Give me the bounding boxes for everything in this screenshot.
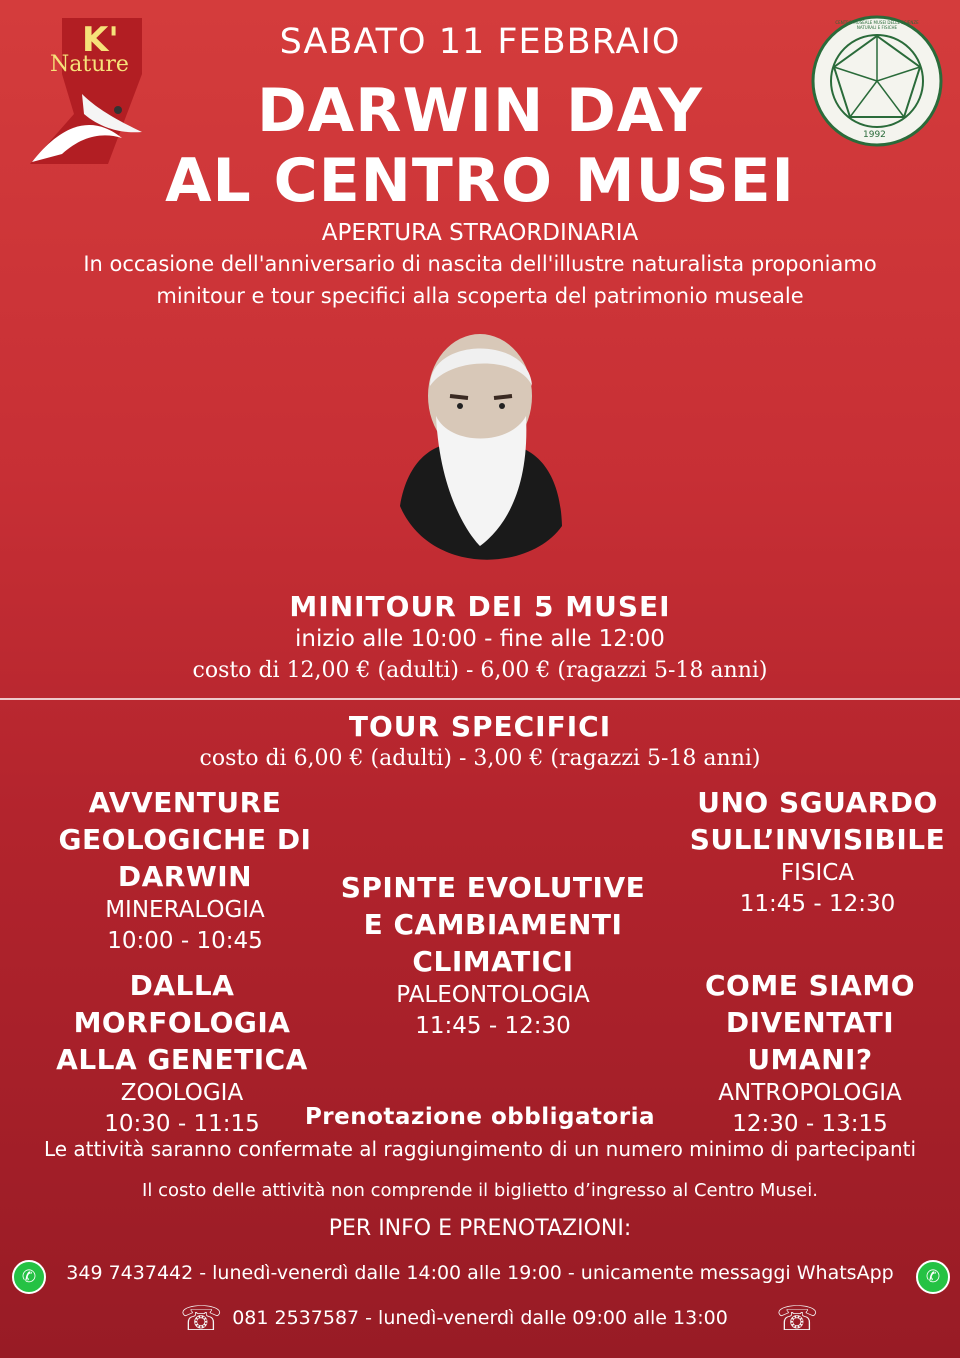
minitour-time: inizio alle 10:00 - fine alle 12:00 xyxy=(295,626,665,652)
tour-antropologia-title-1: COME SIAMO xyxy=(704,969,915,1002)
minitour-cost: costo di 12,00 € (adulti) - 6,00 € (ragazzi 5-18 anni) xyxy=(192,658,768,683)
tour-geologia xyxy=(5,784,365,957)
tour-geologia-time: 10:00 - 10:45 xyxy=(107,928,263,954)
seal-year: 1992 xyxy=(863,130,886,140)
k-nature-k: K' xyxy=(82,20,119,60)
tour-geologia-subject: MINERALOGIA xyxy=(105,897,265,923)
whatsapp-contact: 349 7437442 - lunedì-venerdì dalle 14:00 alle 19:00 - unicamente messaggi WhatsApp xyxy=(66,1262,894,1284)
tour-fisica xyxy=(680,784,955,920)
tour-paleontologia-title-3: CLIMATICI xyxy=(412,945,574,978)
tours-cost: costo di 6,00 € (adulti) - 3,00 € (ragazzi 5-18 anni) xyxy=(199,746,761,771)
telephone-icon-right: ☏ xyxy=(776,1299,819,1339)
tour-zoologia-title-2: ALLA GENETICA xyxy=(56,1043,308,1076)
event-date: SABATO 11 FEBBRAIO xyxy=(279,22,681,62)
booking-required: Prenotazione obbligatoria xyxy=(304,1104,656,1130)
tour-antropologia-title-2: DIVENTATI UMANI? xyxy=(725,1006,895,1076)
info-heading: PER INFO E PRENOTAZIONI: xyxy=(328,1216,632,1241)
tour-paleontologia xyxy=(340,869,646,1042)
tour-fisica-title-2: SULL’INVISIBILE xyxy=(689,823,946,856)
tour-paleontologia-title-2: E CAMBIAMENTI xyxy=(363,908,623,941)
tour-zoologia-subject: ZOOLOGIA xyxy=(120,1080,244,1106)
telephone-icon: ☏ xyxy=(180,1299,223,1339)
tour-geologia-title-2: GEOLOGICHE DI DARWIN xyxy=(58,823,312,893)
subtitle: APERTURA STRAORDINARIA xyxy=(321,220,639,246)
tour-antropologia-time: 12:30 - 13:15 xyxy=(732,1111,888,1137)
k-nature-text: Nature xyxy=(50,52,129,77)
tour-paleontologia-subject: PALEONTOLOGIA xyxy=(396,982,590,1008)
tour-paleontologia-time: 11:45 - 12:30 xyxy=(415,1013,571,1039)
tour-fisica-title-1: UNO SGUARDO xyxy=(697,786,938,819)
darwin-portrait xyxy=(390,326,570,576)
seal-text: CENTRO MUSEALE MUSEI DELLE SCIENZE NATURALI E FISICHE xyxy=(835,20,919,30)
tour-geologia-title-1: AVVENTURE xyxy=(88,786,282,819)
section-divider xyxy=(0,698,960,700)
phone-contact: 081 2537587 - lunedì-venerdì dalle 09:00 alle 13:00 xyxy=(232,1307,728,1329)
tour-fisica-subject: FISICA xyxy=(780,860,855,886)
intro-line-1: In occasione dell'anniversario di nascita dell'illustre naturalista proponiamo xyxy=(83,252,877,276)
whatsapp-icon-right: ✆ xyxy=(916,1260,950,1294)
tour-fisica-time: 11:45 - 12:30 xyxy=(739,891,896,917)
intro-line-2: minitour e tour specifici alla scoperta del patrimonio museale xyxy=(156,284,804,308)
cost-note: Il costo delle attività non comprende il biglietto d’ingresso al Centro Musei. xyxy=(142,1180,818,1201)
title-line-1: DARWIN DAY xyxy=(257,76,703,146)
tour-antropologia-subject: ANTROPOLOGIA xyxy=(718,1080,902,1106)
confirmation-note: Le attività saranno confermate al raggiungimento di un numero minimo di partecipanti xyxy=(43,1137,917,1161)
tours-title: TOUR SPECIFICI xyxy=(348,710,612,743)
whatsapp-icon: ✆ xyxy=(12,1260,46,1294)
tour-zoologia-title-1: DALLA MORFOLOGIA xyxy=(73,969,291,1039)
tour-paleontologia-title-1: SPINTE EVOLUTIVE xyxy=(340,871,646,904)
tour-zoologia-time: 10:30 - 11:15 xyxy=(104,1111,260,1137)
minitour-title: MINITOUR DEI 5 MUSEI xyxy=(289,590,671,623)
title-line-2: AL CENTRO MUSEI xyxy=(165,146,795,216)
